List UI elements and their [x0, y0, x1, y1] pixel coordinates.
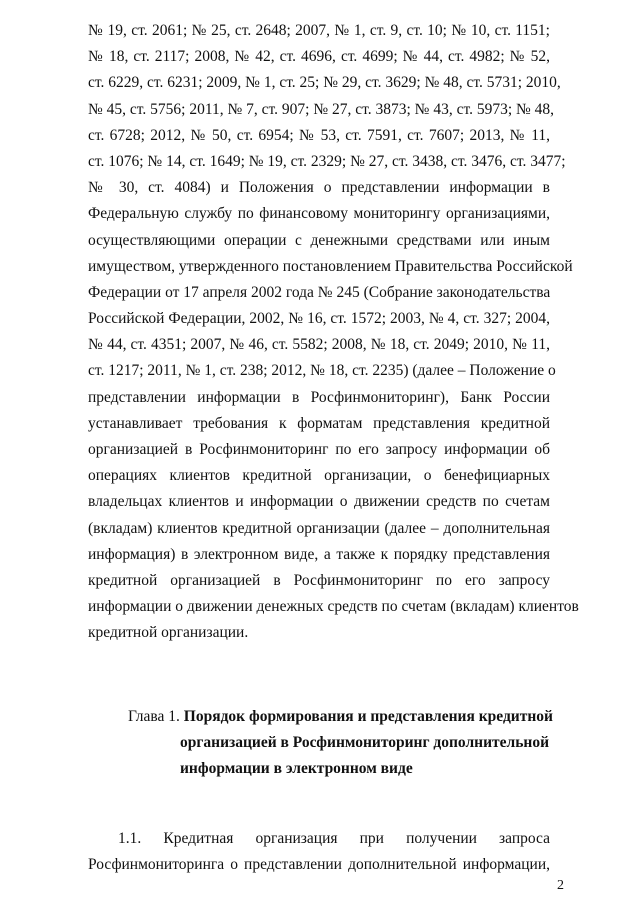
text-line: информация) в электронном виде, а также к порядку представления: [88, 545, 550, 563]
body-paragraph: [88, 18, 579, 647]
text-line: кредитной организацией в Росфинмониторинг по его запросу: [88, 571, 550, 589]
text-line: № 45, ст. 5756; 2011, № 7, ст. 907; № 27, ст. 3873; № 43, ст. 5973; № 48,: [88, 100, 555, 118]
text-line: ст. 1217; 2011, № 1, ст. 238; 2012, № 18, ст. 2235) (далее – Положение о: [88, 362, 556, 380]
text-line: владельцах клиентов и информации о движении средств по счетам: [88, 493, 550, 511]
text-line: представлении информации в Росфинмониторинг), Банк России: [88, 388, 550, 406]
clause-line: Росфинмониторинга о представлении дополнительной информации,: [88, 856, 550, 874]
text-line: Российской Федерации, 2002, № 16, ст. 1572; 2003, № 4, ст. 327; 2004,: [88, 310, 550, 328]
text-line: ст. 1076; № 14, ст. 1649; № 19, ст. 2329; № 27, ст. 3438, ст. 3476, ст. 3477;: [88, 152, 566, 170]
text-line: осуществляющими операции с денежными средствами или иным: [88, 231, 550, 249]
text-line: Федеральную службу по финансовому мониторингу организациями,: [88, 205, 550, 223]
text-line: имуществом, утвержденного постановлением Правительства Российской: [88, 257, 573, 275]
text-line: устанавливает требования к форматам представления кредитной: [88, 414, 550, 432]
text-line: организацией в Росфинмониторинг по его запросу информации об: [88, 441, 550, 458]
text-line: Федерации от 17 апреля 2002 года № 245 (Собрание законодательства: [88, 283, 551, 301]
text-line: ст. 6728; 2012, № 50, ст. 6954; № 53, ст. 7591, ст. 7607; 2013, № 11,: [88, 126, 550, 144]
chapter-prefix: Глава 1.: [128, 708, 180, 725]
text-line: № 30, ст. 4084) и Положения о представлении информации в: [88, 179, 550, 197]
chapter-title-line: [128, 704, 558, 730]
text-line: № 44, ст. 4351; 2007, № 46, ст. 5582; 2008, № 18, ст. 2049; 2010, № 11,: [88, 336, 550, 354]
text-line: кредитной организации.: [88, 624, 249, 642]
clause-line: 1.1. Кредитная организация при получении запроса: [118, 830, 550, 847]
clause-paragraph: [88, 826, 550, 878]
text-line: № 19, ст. 2061; № 25, ст. 2648; 2007, № 1, ст. 9, ст. 10; № 10, ст. 1151;: [88, 22, 550, 39]
text-line: (вкладам) клиентов кредитной организации (далее – дополнительная: [88, 519, 550, 537]
text-line: операциях клиентов кредитной организации, о бенефициарных: [88, 467, 550, 485]
text-line: ст. 6229, ст. 6231; 2009, № 1, ст. 25; № 29, ст. 3629; № 48, ст. 5731; 2010,: [88, 74, 561, 92]
page-number: 2: [557, 878, 564, 893]
chapter-title-line: организацией в Росфинмониторинг дополнительной: [180, 734, 550, 751]
chapter-title-text: Порядок формирования и представления кредитной: [183, 708, 553, 725]
chapter-title-line: информации в электронном виде: [180, 760, 413, 777]
text-line: информации о движении денежных средств по счетам (вкладам) клиентов: [88, 598, 579, 616]
chapter-heading: [128, 704, 558, 782]
text-line: № 18, ст. 2117; 2008, № 42, ст. 4696, ст. 4699; № 44, ст. 4982; № 52,: [88, 48, 550, 66]
